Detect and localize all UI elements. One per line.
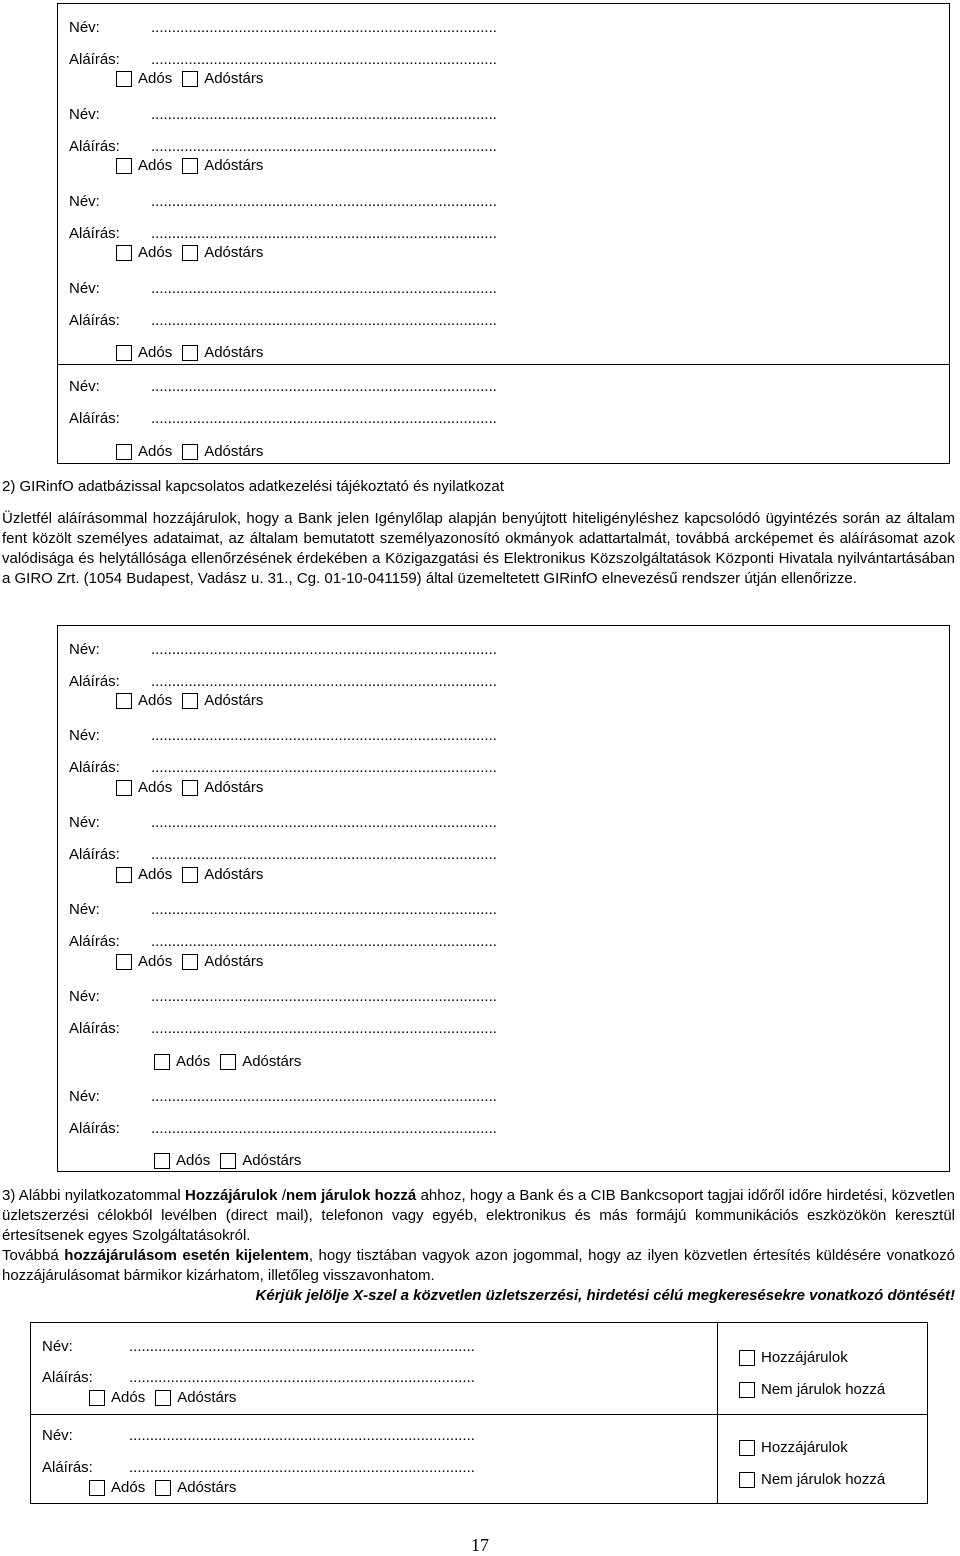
- debtor-checkbox[interactable]: [154, 1153, 170, 1169]
- debtor-label: Adós: [138, 692, 173, 709]
- debtor-checkbox[interactable]: [89, 1480, 105, 1496]
- consent-no-checkbox[interactable]: [739, 1472, 755, 1488]
- debtor-checkbox[interactable]: [116, 954, 132, 970]
- consent-yes-checkbox[interactable]: [739, 1350, 755, 1366]
- codebtor-label: Adóstárs: [204, 779, 264, 796]
- codebtor-label: Adóstárs: [242, 1053, 302, 1070]
- debtor-label: Adós: [176, 1152, 211, 1169]
- signature-field[interactable]: ...................................................................................: [151, 1120, 497, 1137]
- codebtor-checkbox[interactable]: [220, 1054, 236, 1070]
- signature-label: Aláírás:: [69, 1020, 120, 1037]
- signature-label: Aláírás:: [69, 312, 120, 329]
- role-checkboxes: [116, 779, 263, 796]
- codebtor-label: Adóstárs: [242, 1152, 302, 1169]
- role-checkboxes: [116, 692, 263, 709]
- section-2-text: Üzletfél aláírásommal hozzájárulok, hogy a Bank jelen Igénylőlap alapján benyújtott hiteligényléshez kapcsolódó ügyintézés során az általam fent közölt személyes adataimat, az általam bemutatott személyazonosító okmányok adattartalmát, továbbá arcképemet és aláírásomat azok valódisága és helytállósága ellenőrzésének érdekében a Közigazgatási és Elektronikus Közszolgáltatások Központi Hivatala nyilvántartásában a GIRO Zrt. (1054 Budapest, Vadász u. 31., Cg. 01-10-041159) által üzemeltetett GIRinfO elnevezésű rendszer útján ellenőrizze.: [2, 510, 955, 587]
- name-label: Név:: [69, 901, 100, 918]
- role-checkboxes: [116, 70, 263, 87]
- signature-label: Aláírás:: [69, 933, 120, 950]
- codebtor-checkbox[interactable]: [182, 444, 198, 460]
- codebtor-label: Adóstárs: [204, 866, 264, 883]
- debtor-checkbox[interactable]: [116, 867, 132, 883]
- codebtor-label: Adóstárs: [204, 443, 264, 460]
- consent-yes-checkbox[interactable]: [739, 1440, 755, 1456]
- role-checkboxes: [154, 1053, 301, 1070]
- name-field[interactable]: ...................................................................................: [129, 1338, 475, 1355]
- name-label: Név:: [69, 814, 100, 831]
- role-checkboxes: [116, 244, 263, 261]
- codebtor-checkbox[interactable]: [182, 158, 198, 174]
- section-3-paragraph-2: Továbbá hozzájárulásom esetén kijelentem, hogy tisztában vagyok azon jogommal, hogy az ilyen közvetlen értesítés küldésére vonatkozó hozzájárulásomat bármikor kizárhatom, illetőleg visszavonhatom.: [2, 1247, 955, 1284]
- codebtor-label: Adóstárs: [204, 344, 264, 361]
- signature-label: Aláírás:: [69, 846, 120, 863]
- name-field[interactable]: ...................................................................................: [151, 814, 497, 831]
- name-field[interactable]: ...................................................................................: [151, 280, 497, 297]
- debtor-checkbox[interactable]: [116, 345, 132, 361]
- codebtor-checkbox[interactable]: [182, 345, 198, 361]
- signature-field[interactable]: ...................................................................................: [151, 138, 497, 155]
- signature-field[interactable]: ...................................................................................: [151, 312, 497, 329]
- codebtor-label: Adóstárs: [204, 157, 264, 174]
- codebtor-label: Adóstárs: [177, 1389, 237, 1406]
- name-field[interactable]: ...................................................................................: [151, 193, 497, 210]
- consent-no-label: Nem járulok hozzá: [761, 1381, 886, 1398]
- role-checkboxes: [116, 866, 263, 883]
- consent-divider-horizontal: [30, 1414, 928, 1415]
- signature-field[interactable]: ...................................................................................: [151, 410, 497, 427]
- consent-divider-vertical: [717, 1322, 718, 1504]
- signature-label: Aláírás:: [69, 1120, 120, 1137]
- name-field[interactable]: ...................................................................................: [151, 641, 497, 658]
- codebtor-checkbox[interactable]: [155, 1480, 171, 1496]
- consent-no-label: Nem járulok hozzá: [761, 1471, 886, 1488]
- section-2-heading: 2) GIRinfO adatbázissal kapcsolatos adatkezelési tájékoztató és nyilatkozat: [2, 478, 504, 495]
- section-3-text: [2, 1186, 955, 1306]
- section-3-instruction: Kérjük jelölje X-szel a közvetlen üzletszerzési, hirdetési célú megkeresésekre vonatkozó döntését!: [255, 1287, 955, 1304]
- name-field[interactable]: ...................................................................................: [151, 727, 497, 744]
- signature-field[interactable]: ...................................................................................: [151, 225, 497, 242]
- name-label: Név:: [69, 727, 100, 744]
- name-label: Név:: [69, 378, 100, 395]
- debtor-checkbox[interactable]: [116, 158, 132, 174]
- debtor-checkbox[interactable]: [116, 780, 132, 796]
- codebtor-label: Adóstárs: [204, 953, 264, 970]
- name-label: Név:: [69, 19, 100, 36]
- name-label: Név:: [69, 1088, 100, 1105]
- consent-option-yes: [739, 1349, 848, 1366]
- debtor-checkbox[interactable]: [89, 1390, 105, 1406]
- name-label: Név:: [69, 106, 100, 123]
- signature-label: Aláírás:: [69, 410, 120, 427]
- name-field[interactable]: ...................................................................................: [151, 378, 497, 395]
- signature-field[interactable]: ...................................................................................: [151, 51, 497, 68]
- name-field[interactable]: ...................................................................................: [151, 1088, 497, 1105]
- signature-label: Aláírás:: [69, 51, 120, 68]
- signature-label: Aláírás:: [69, 673, 120, 690]
- name-label: Név:: [42, 1427, 73, 1444]
- codebtor-checkbox[interactable]: [182, 780, 198, 796]
- role-checkboxes: [116, 443, 263, 460]
- name-label: Név:: [42, 1338, 73, 1355]
- codebtor-label: Adóstárs: [204, 244, 264, 261]
- signature-field[interactable]: ...................................................................................: [129, 1459, 475, 1476]
- debtor-label: Adós: [138, 344, 173, 361]
- debtor-label: Adós: [138, 953, 173, 970]
- debtor-label: Adós: [176, 1053, 211, 1070]
- codebtor-checkbox[interactable]: [182, 693, 198, 709]
- debtor-label: Adós: [111, 1389, 146, 1406]
- role-checkboxes: [116, 953, 263, 970]
- signature-label: Aláírás:: [69, 138, 120, 155]
- codebtor-checkbox[interactable]: [182, 867, 198, 883]
- consent-yes-label: Hozzájárulok: [761, 1439, 848, 1456]
- consent-no-checkbox[interactable]: [739, 1382, 755, 1398]
- debtor-checkbox[interactable]: [116, 693, 132, 709]
- name-field[interactable]: ...................................................................................: [151, 19, 497, 36]
- codebtor-checkbox[interactable]: [155, 1390, 171, 1406]
- codebtor-label: Adóstárs: [204, 70, 264, 87]
- name-field[interactable]: ...................................................................................: [151, 988, 497, 1005]
- debtor-label: Adós: [138, 443, 173, 460]
- role-checkboxes: [89, 1479, 236, 1496]
- debtor-label: Adós: [111, 1479, 146, 1496]
- name-label: Név:: [69, 641, 100, 658]
- name-field[interactable]: ...................................................................................: [151, 106, 497, 123]
- role-checkboxes: [116, 157, 263, 174]
- signature-field[interactable]: ...................................................................................: [151, 759, 497, 776]
- name-label: Név:: [69, 988, 100, 1005]
- signature-field[interactable]: ...................................................................................: [129, 1369, 475, 1386]
- codebtor-checkbox[interactable]: [220, 1153, 236, 1169]
- debtor-label: Adós: [138, 157, 173, 174]
- divider: [57, 364, 950, 365]
- codebtor-checkbox[interactable]: [182, 245, 198, 261]
- debtor-label: Adós: [138, 244, 173, 261]
- signature-label: Aláírás:: [42, 1459, 93, 1476]
- codebtor-label: Adóstárs: [177, 1479, 237, 1496]
- name-field[interactable]: ...................................................................................: [129, 1427, 475, 1444]
- role-checkboxes: [116, 344, 263, 361]
- consent-option-no: [739, 1471, 885, 1488]
- name-field[interactable]: ...................................................................................: [151, 901, 497, 918]
- role-checkboxes: [154, 1152, 301, 1169]
- name-label: Név:: [69, 193, 100, 210]
- role-checkboxes: [89, 1389, 236, 1406]
- signature-label: Aláírás:: [69, 225, 120, 242]
- name-label: Név:: [69, 280, 100, 297]
- debtor-label: Adós: [138, 779, 173, 796]
- signature-field[interactable]: ...................................................................................: [151, 846, 497, 863]
- debtor-checkbox[interactable]: [116, 444, 132, 460]
- consent-option-no: [739, 1381, 885, 1398]
- codebtor-checkbox[interactable]: [182, 954, 198, 970]
- page-number: 17: [471, 1535, 489, 1555]
- debtor-label: Adós: [138, 866, 173, 883]
- section-2-paragraph: [2, 509, 955, 589]
- debtor-checkbox[interactable]: [116, 71, 132, 87]
- debtor-checkbox[interactable]: [116, 245, 132, 261]
- signature-field[interactable]: ...................................................................................: [151, 933, 497, 950]
- consent-yes-label: Hozzájárulok: [761, 1349, 848, 1366]
- debtor-checkbox[interactable]: [154, 1054, 170, 1070]
- section-3-paragraph-1: 3) Alábbi nyilatkozatommal Hozzájárulok /nem járulok hozzá ahhoz, hogy a Bank és a CIB Bankcsoport tagjai időről időre hirdetési, közvetlen üzletszerzési célokból levélben (direct mail), telefonon vagy egyéb, elektronikus és más formájú kommunikációs eszközökön keresztül értesítsenek egyes Szolgáltatásokról.: [2, 1187, 955, 1244]
- signature-label: Aláírás:: [69, 759, 120, 776]
- signature-field[interactable]: ...................................................................................: [151, 673, 497, 690]
- debtor-label: Adós: [138, 70, 173, 87]
- codebtor-label: Adóstárs: [204, 692, 264, 709]
- codebtor-checkbox[interactable]: [182, 71, 198, 87]
- consent-option-yes: [739, 1439, 848, 1456]
- signature-label: Aláírás:: [42, 1369, 93, 1386]
- signature-field[interactable]: ...................................................................................: [151, 1020, 497, 1037]
